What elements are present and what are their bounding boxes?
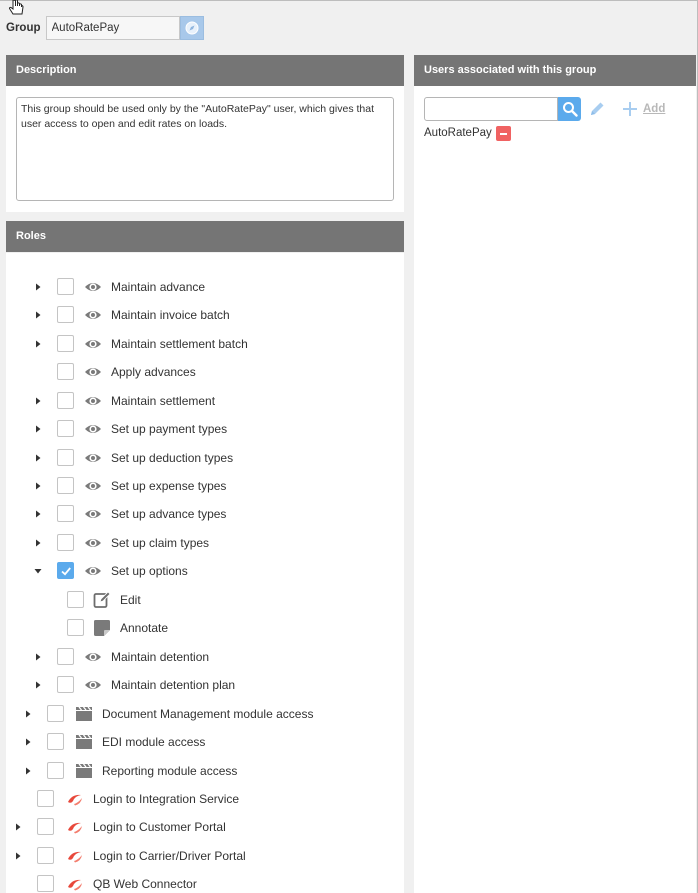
role-checkbox-apply-advances[interactable]	[57, 363, 74, 380]
role-checkbox-edi-module-access[interactable]	[47, 733, 64, 750]
user-name-autoratepay: AutoRatePay	[424, 127, 492, 139]
role-label-qb-web-connector: QB Web Connector	[93, 877, 197, 891]
checkmark-icon	[60, 565, 72, 577]
users-header: Users associated with this group	[414, 55, 696, 86]
role-label-set-up-payment-types: Set up payment types	[111, 422, 228, 436]
expand-arrow-icon[interactable]	[32, 305, 44, 325]
remove-user-button[interactable]	[496, 126, 511, 141]
role-label-maintain-settlement: Maintain settlement	[111, 394, 216, 408]
compass-icon	[185, 21, 199, 35]
eye-icon	[84, 363, 102, 381]
role-label-set-up-advance-types: Set up advance types	[111, 507, 227, 521]
user-search-input[interactable]	[424, 97, 558, 121]
eye-icon	[84, 449, 102, 467]
role-label-maintain-detention: Maintain detention	[111, 650, 210, 664]
expand-arrow-icon[interactable]	[22, 761, 34, 781]
annotate-icon	[93, 619, 111, 637]
role-checkbox-login-to-customer-portal[interactable]	[37, 818, 54, 835]
eye-icon	[84, 562, 102, 580]
add-user-button[interactable]	[622, 100, 665, 118]
description-textarea[interactable]: This group should be used only by the "AutoRatePay" user, which gives that user access to open and edit rates on loads.	[16, 97, 394, 201]
group-row	[6, 16, 204, 40]
group-lookup-button[interactable]	[180, 16, 204, 40]
eye-icon	[84, 278, 102, 296]
eye-icon	[84, 534, 102, 552]
expand-arrow-icon[interactable]	[32, 277, 44, 297]
role-checkbox-maintain-detention[interactable]	[57, 648, 74, 665]
expand-arrow-icon[interactable]	[32, 675, 44, 695]
role-label-maintain-settlement-batch: Maintain settlement batch	[111, 337, 248, 351]
expand-arrow-icon[interactable]	[32, 448, 44, 468]
role-label-set-up-claim-types: Set up claim types	[111, 536, 210, 550]
eye-icon	[84, 648, 102, 666]
role-label-maintain-detention-plan: Maintain detention plan	[111, 678, 236, 692]
search-button[interactable]	[558, 97, 581, 121]
add-user-label: Add	[643, 103, 666, 115]
role-label-maintain-invoice-batch: Maintain invoice batch	[111, 308, 230, 322]
roles-panel	[6, 253, 404, 893]
role-label-login-to-carrier-driver-portal: Login to Carrier/Driver Portal	[93, 849, 246, 863]
expand-arrow-icon[interactable]	[32, 647, 44, 667]
expand-arrow-icon[interactable]	[32, 419, 44, 439]
login-icon	[66, 818, 84, 836]
search-icon	[562, 101, 578, 117]
eye-icon	[84, 335, 102, 353]
role-label-login-to-integration-service: Login to Integration Service	[93, 792, 240, 806]
role-checkbox-maintain-settlement-batch[interactable]	[57, 335, 74, 352]
login-icon	[66, 847, 84, 865]
description-header: Description	[6, 55, 404, 86]
role-checkbox-maintain-settlement[interactable]	[57, 392, 74, 409]
role-checkbox-set-up-expense-types[interactable]	[57, 477, 74, 494]
role-checkbox-annotate[interactable]	[67, 619, 84, 636]
role-checkbox-login-to-carrier-driver-portal[interactable]	[37, 847, 54, 864]
eye-icon	[84, 676, 102, 694]
role-label-edit: Edit	[120, 593, 141, 607]
expand-arrow-icon[interactable]	[22, 704, 34, 724]
role-label-document-management-module-access: Document Management module access	[102, 707, 314, 721]
role-checkbox-set-up-options[interactable]	[57, 562, 74, 579]
role-label-apply-advances: Apply advances	[111, 365, 196, 379]
edit-user-pencil-icon[interactable]	[588, 100, 606, 118]
role-label-set-up-options: Set up options	[111, 564, 188, 578]
expand-arrow-icon[interactable]	[32, 533, 44, 553]
module-icon	[75, 733, 93, 751]
collapse-arrow-icon[interactable]	[32, 561, 44, 581]
group-label: Group	[6, 22, 41, 34]
expand-arrow-icon[interactable]	[32, 476, 44, 496]
role-checkbox-document-management-module-access[interactable]	[47, 705, 64, 722]
role-checkbox-reporting-module-access[interactable]	[47, 762, 64, 779]
eye-icon	[84, 306, 102, 324]
top-border	[0, 0, 698, 1]
role-checkbox-edit[interactable]	[67, 591, 84, 608]
login-icon	[66, 790, 84, 808]
eye-icon	[84, 420, 102, 438]
expand-arrow-icon[interactable]	[32, 504, 44, 524]
hand-cursor-icon	[8, 0, 30, 16]
role-checkbox-set-up-advance-types[interactable]	[57, 505, 74, 522]
role-checkbox-maintain-detention-plan[interactable]	[57, 676, 74, 693]
expand-arrow-icon[interactable]	[32, 334, 44, 354]
roles-header: Roles	[6, 221, 404, 252]
expand-arrow-icon[interactable]	[12, 817, 24, 837]
role-label-login-to-customer-portal: Login to Customer Portal	[93, 820, 226, 834]
plus-icon	[622, 101, 638, 117]
role-label-annotate: Annotate	[120, 621, 169, 635]
description-panel	[6, 86, 404, 212]
expand-arrow-icon[interactable]	[22, 732, 34, 752]
module-icon	[75, 762, 93, 780]
expand-arrow-icon[interactable]	[32, 391, 44, 411]
role-checkbox-set-up-payment-types[interactable]	[57, 420, 74, 437]
module-icon	[75, 705, 93, 723]
login-icon	[66, 875, 84, 893]
role-checkbox-set-up-deduction-types[interactable]	[57, 449, 74, 466]
role-checkbox-maintain-invoice-batch[interactable]	[57, 306, 74, 323]
group-name-input[interactable]	[46, 16, 180, 40]
role-label-reporting-module-access: Reporting module access	[102, 764, 238, 778]
role-checkbox-maintain-advance[interactable]	[57, 278, 74, 295]
role-checkbox-login-to-integration-service[interactable]	[37, 790, 54, 807]
minus-icon	[500, 133, 507, 135]
role-checkbox-set-up-claim-types[interactable]	[57, 534, 74, 551]
eye-icon	[84, 392, 102, 410]
role-label-set-up-expense-types: Set up expense types	[111, 479, 227, 493]
expand-arrow-icon[interactable]	[12, 846, 24, 866]
users-panel	[414, 86, 696, 893]
role-checkbox-qb-web-connector[interactable]	[37, 875, 54, 892]
eye-icon	[84, 505, 102, 523]
eye-icon	[84, 477, 102, 495]
edit-icon	[93, 591, 111, 609]
role-label-set-up-deduction-types: Set up deduction types	[111, 451, 234, 465]
role-label-maintain-advance: Maintain advance	[111, 280, 206, 294]
role-label-edi-module-access: EDI module access	[102, 735, 206, 749]
